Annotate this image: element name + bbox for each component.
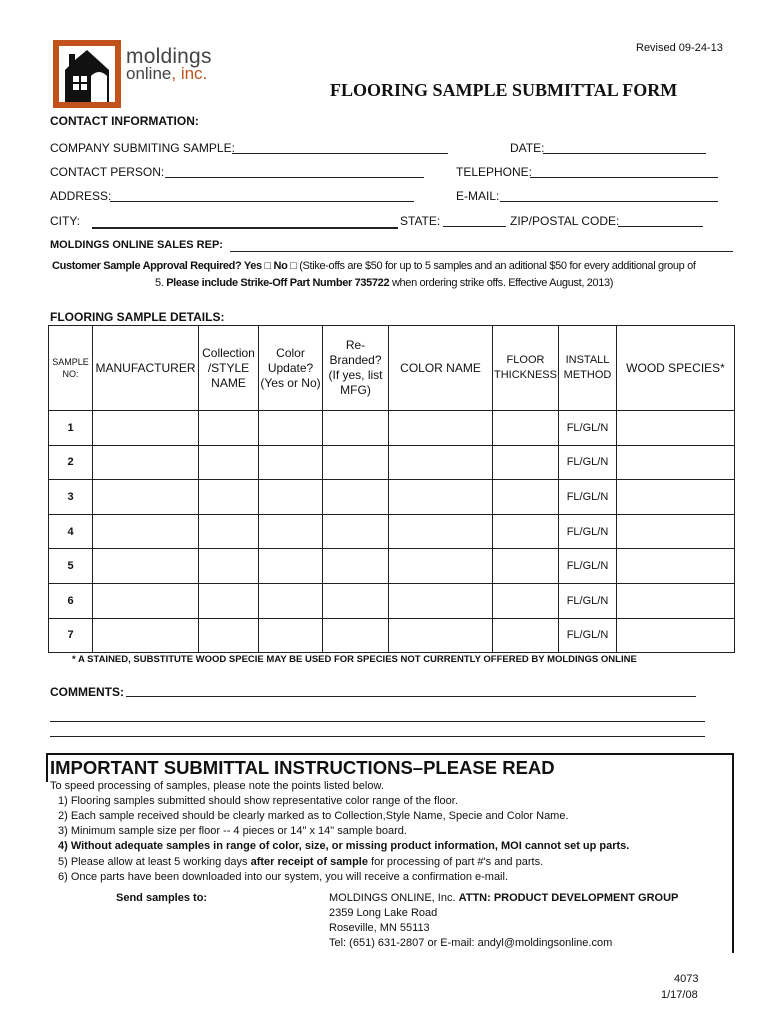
sample-cell[interactable]	[93, 445, 199, 480]
sample-cell[interactable]	[617, 514, 735, 549]
sample-cell[interactable]	[323, 514, 389, 549]
comments-field-line2[interactable]	[50, 721, 705, 722]
sample-cell[interactable]	[389, 549, 493, 584]
zip-field[interactable]	[618, 226, 703, 227]
details-section-title: FLOORING SAMPLE DETAILS:	[50, 310, 225, 324]
sample-cell[interactable]	[199, 549, 259, 584]
email-label: E-MAIL:	[456, 189, 500, 203]
sample-cell[interactable]	[493, 549, 559, 584]
install-method-cell[interactable]: FL/GL/N	[559, 445, 617, 480]
install-method-cell[interactable]: FL/GL/N	[559, 411, 617, 446]
sample-cell[interactable]	[93, 549, 199, 584]
form-title: FLOORING SAMPLE SUBMITTAL FORM	[330, 80, 678, 100]
logo-text-online: online, inc.	[126, 64, 208, 83]
sample-cell[interactable]	[93, 583, 199, 618]
contact-section-title: CONTACT INFORMATION:	[50, 114, 199, 128]
sample-number: 4	[49, 514, 93, 549]
install-method-cell[interactable]: FL/GL/N	[559, 480, 617, 515]
sample-cell[interactable]	[259, 514, 323, 549]
sample-cell[interactable]	[389, 411, 493, 446]
sales-rep-label: MOLDINGS ONLINE SALES REP:	[50, 239, 223, 251]
sample-cell[interactable]	[199, 514, 259, 549]
col-wood-species: WOOD SPECIES*	[617, 326, 735, 411]
sample-number: 2	[49, 445, 93, 480]
sample-cell[interactable]	[617, 411, 735, 446]
state-field[interactable]	[443, 226, 506, 227]
comments-field-line1[interactable]	[126, 696, 696, 697]
sample-number: 1	[49, 411, 93, 446]
sample-cell[interactable]	[389, 514, 493, 549]
sample-cell[interactable]	[389, 480, 493, 515]
date-field[interactable]	[543, 153, 706, 154]
sample-cell[interactable]	[93, 480, 199, 515]
sample-details-table	[48, 325, 735, 653]
table-row	[49, 618, 735, 653]
sample-cell[interactable]	[493, 583, 559, 618]
approval-line2: 5. Please include Strike-Off Part Number 735722 when ordering strike offs. Effective August, 2013)	[155, 277, 614, 289]
col-color-update: Color Update? (Yes or No)	[259, 326, 323, 411]
sample-cell[interactable]	[199, 480, 259, 515]
send-samples-label: Send samples to:	[116, 892, 208, 904]
logo-house-icon	[53, 40, 121, 108]
email-field[interactable]	[500, 201, 718, 202]
instruction-2: 2) Each sample received should be clearly marked as to Collection,Style Name, Specie and Color Name.	[58, 810, 569, 822]
table-row	[49, 514, 735, 549]
sample-cell[interactable]	[259, 480, 323, 515]
col-floor-thickness: FLOOR THICKNESS	[493, 326, 559, 411]
sample-cell[interactable]	[93, 514, 199, 549]
revised-date: Revised 09-24-13	[636, 42, 723, 54]
date-label: DATE:	[510, 141, 545, 155]
state-label: STATE:	[400, 214, 441, 228]
telephone-field[interactable]	[530, 177, 718, 178]
table-row	[49, 583, 735, 618]
sample-cell[interactable]	[93, 618, 199, 653]
no-checkbox[interactable]: □	[290, 260, 297, 272]
sample-cell[interactable]	[199, 445, 259, 480]
sample-cell[interactable]	[323, 411, 389, 446]
sample-cell[interactable]	[617, 583, 735, 618]
instructions-box-top	[46, 753, 734, 755]
sample-cell[interactable]	[493, 480, 559, 515]
sample-number: 5	[49, 549, 93, 584]
sample-cell[interactable]	[259, 549, 323, 584]
sample-cell[interactable]	[259, 618, 323, 653]
instructions-box-right	[732, 753, 734, 953]
address-line3: Roseville, MN 55113	[329, 922, 430, 934]
sample-cell[interactable]	[493, 445, 559, 480]
city-field[interactable]	[92, 227, 398, 229]
yes-checkbox[interactable]: □	[264, 260, 271, 272]
sample-number: 6	[49, 583, 93, 618]
install-method-cell[interactable]: FL/GL/N	[559, 618, 617, 653]
table-row	[49, 411, 735, 446]
comments-label: COMMENTS:	[50, 685, 124, 699]
install-method-cell[interactable]: FL/GL/N	[559, 514, 617, 549]
address-label: ADDRESS:	[50, 189, 112, 203]
zip-label: ZIP/POSTAL CODE:	[510, 214, 620, 228]
sample-cell[interactable]	[617, 549, 735, 584]
sample-number: 3	[49, 480, 93, 515]
col-sample-no: SAMPLE NO:	[49, 326, 93, 411]
col-collection: Collection /STYLE NAME	[199, 326, 259, 411]
instruction-4: 4) Without adequate samples in range of color, size, or missing product information, MOI cannot set up parts.	[58, 840, 630, 852]
address-field[interactable]	[110, 201, 414, 202]
contact-person-label: CONTACT PERSON:	[50, 165, 165, 179]
table-row	[49, 549, 735, 584]
address-line1: MOLDINGS ONLINE, Inc. ATTN: PRODUCT DEVELOPMENT GROUP	[329, 892, 679, 904]
address-line4: Tel: (651) 631-2807 or E-mail: andyl@moldingsonline.com	[329, 937, 613, 949]
instructions-box-left	[46, 753, 48, 782]
form-code: 4073	[674, 973, 699, 985]
sample-cell[interactable]	[389, 618, 493, 653]
sample-cell[interactable]	[259, 445, 323, 480]
instruction-1: 1) Flooring samples submitted should show representative color range of the floor.	[58, 795, 458, 807]
sample-cell[interactable]	[259, 411, 323, 446]
sample-cell[interactable]	[493, 514, 559, 549]
sample-cell[interactable]	[323, 480, 389, 515]
table-row	[49, 445, 735, 480]
sample-cell[interactable]	[493, 618, 559, 653]
address-line2: 2359 Long Lake Road	[329, 907, 438, 919]
contact-person-field[interactable]	[165, 177, 424, 178]
col-manufacturer: MANUFACTURER	[93, 326, 199, 411]
form-date: 1/17/08	[661, 989, 698, 1001]
company-field[interactable]	[232, 153, 448, 154]
instruction-6: 6) Once parts have been downloaded into our system, you will receive a confirmation e-mail.	[58, 871, 509, 883]
sample-cell[interactable]	[389, 583, 493, 618]
install-method-cell[interactable]: FL/GL/N	[559, 583, 617, 618]
city-label: CITY:	[50, 214, 81, 228]
sample-cell[interactable]	[323, 583, 389, 618]
company-label: COMPANY SUBMITING SAMPLE:	[50, 141, 235, 155]
instructions-intro: To speed processing of samples, please note the points listed below.	[50, 780, 384, 792]
logo-text: moldings	[126, 45, 212, 68]
sample-cell[interactable]	[259, 583, 323, 618]
instructions-title: IMPORTANT SUBMITTAL INSTRUCTIONS–PLEASE READ	[50, 757, 555, 778]
sample-cell[interactable]	[617, 480, 735, 515]
table-row	[49, 480, 735, 515]
approval-line1: Customer Sample Approval Required? Yes □ No □ (Stike-offs are $50 for up to 5 samples and an aditional $50 for every additional group of	[52, 260, 696, 272]
instruction-5: 5) Please allow at least 5 working days after receipt of sample for processing of part #'s and parts.	[58, 856, 544, 868]
sample-cell[interactable]	[93, 411, 199, 446]
sample-cell[interactable]	[199, 583, 259, 618]
species-footnote: * A STAINED, SUBSTITUTE WOOD SPECIE MAY BE USED FOR SPECIES NOT CURRENTLY OFFERED BY MOLDINGS ONLINE	[72, 654, 637, 665]
col-install-method: INSTALL METHOD	[559, 326, 617, 411]
sample-cell[interactable]	[199, 618, 259, 653]
instruction-3: 3) Minimum sample size per floor -- 4 pieces or 14" x 14" sample board.	[58, 825, 407, 837]
sample-cell[interactable]	[199, 411, 259, 446]
sales-rep-field[interactable]	[230, 251, 733, 252]
sample-cell[interactable]	[323, 549, 389, 584]
sample-cell[interactable]	[493, 411, 559, 446]
col-color-name: COLOR NAME	[389, 326, 493, 411]
comments-field-line3[interactable]	[50, 736, 705, 737]
sample-cell[interactable]	[323, 618, 389, 653]
sample-cell[interactable]	[389, 445, 493, 480]
sample-cell[interactable]	[617, 618, 735, 653]
sample-number: 7	[49, 618, 93, 653]
telephone-label: TELEPHONE:	[456, 165, 533, 179]
install-method-cell[interactable]: FL/GL/N	[559, 549, 617, 584]
sample-cell[interactable]	[617, 445, 735, 480]
col-rebranded: Re-Branded? (If yes, list MFG)	[323, 326, 389, 411]
sample-cell[interactable]	[323, 445, 389, 480]
